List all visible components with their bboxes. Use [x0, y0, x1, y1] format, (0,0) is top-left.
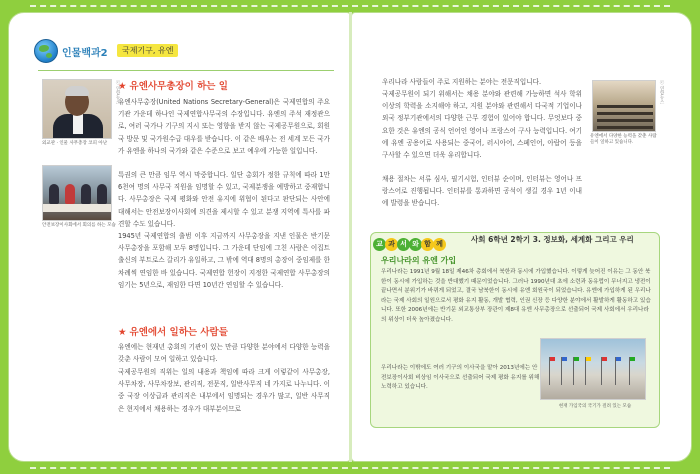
topic-tag: 국제기구, 유엔: [117, 44, 178, 57]
box-paragraph: 우리나라는 1991년 9월 18일 제46차 총회에서 북한과 동시에 가입했습니다. 이렇게 늦어진 이유는 그 동안 북한이 동시에 가입하는 것을 반대했기 때문이었습니다. 그러나 1990년대 초에 소련과 동유럽이 무너지고 냉전이 끝나면서 분위기가 바뀌게 되었고, 결국 남북한이 동시에 유엔 회원국이 되었습니다. 유엔에 가입하게 된 우리나라는 국제 사회의 일원으로서 평화 유지 활동, 개발 협력, 인권 신장 등 다양한 분야에서 활발하게 활동하고 있습니다. 또한 2006년에는 반기문 외교통상부 장관이 제8대 유엔 사무총장으로 선출되어 국제 사회에서 우리나라의 위상이 더욱 높아졌습니다.: [381, 269, 651, 323]
photo-credit: ⓒ 연합뉴스: [115, 80, 120, 104]
bottom-dashed-border: [30, 467, 670, 469]
portrait-photo: [42, 79, 112, 139]
textbook-reference: 사회 6학년 2학기 3. 정보화, 세계화 그리고 우리: [471, 235, 634, 244]
flags-photo: [540, 338, 646, 400]
globe-icon: [34, 39, 58, 63]
bubble-letter: 께: [433, 238, 446, 251]
assembly-caption: 유엔에서 다양한 능력을 갖춘 사람들이 일하고 있습니다.: [590, 134, 657, 145]
bubble-letter: 교: [373, 238, 386, 251]
meeting-caption: 안전보장이사회에서 회의를 하는 모습: [42, 223, 116, 228]
right-paragraph: 채용 절차는 서류 심사, 필기시험, 인터뷰 순이며, 인터뷰는 영어나 프랑스어로 진행됩니다. 인터뷰를 통과하면 공석이 생길 경우 1년 이내에 발령을 받습니다.: [382, 175, 582, 208]
section2-paragraph: 국제공무원의 직위는 일의 내용과 책임에 따라 크게 이렇같이 사무총장, 사무차장, 사무차장보, 관리직, 전문직, 일반사무직 네 가지로 나누니다. 이 중 국장 이상급과 관리직은 내부에서 임명되는 경우가 많고, 일반 사무직은 현지에서 채용하는 경우가 대부분이므로: [118, 368, 330, 413]
bubble-letter: 와: [409, 238, 422, 251]
bubble-letter: 서: [397, 238, 410, 251]
book-spine: [349, 12, 352, 462]
box-paragraph-2: 우리나라는 이밖에도 여러 기구의 이사국을 맡아 2013년에는 안전보장이사회 비상임 이사국으로 선출되어 국제 평화 유지를 위해 노력하고 있습니다.: [381, 365, 540, 391]
photo-credit: ⓒ 연합뉴스: [659, 80, 664, 104]
series-title: 인물백과2: [62, 48, 108, 59]
bubble-letter: 과: [385, 238, 398, 251]
bubble-letter: 함: [421, 238, 434, 251]
meeting-photo: [42, 165, 112, 221]
section2-paragraph: 유엔에는 현재년 총회의 기관이 있는 만큼 다양한 분야에서 다양한 능력을 갖춘 사람이 모여 일하고 있습니다.: [118, 343, 330, 364]
section1-paragraph: 유엔사무총장(United Nations Secretary-General)은 국제연합의 주요 기관 가운데 하나인 국제연합사무국의 수장입니다. 유엔의 주석 재정관으로, 여러 국가나 기구의 지시 또는 영향을 받지 않는 국제공무원으로, 회원국 방문 및 국가원수급 대우를 받습니다. 이 같은 배우는 전 세계 모든 국가가 유엔을 하나의 국가와 같은 수준으로 보고 예우에 가능한 일입니다.: [118, 98, 330, 155]
section1-heading: ★ 유엔사무총장이 하는 일: [118, 81, 228, 92]
flags-caption: 현재 가입국의 국기가 걸려 있는 모습: [558, 404, 632, 409]
section2-heading: ★ 유엔에서 일하는 사람들: [118, 327, 228, 338]
box-heading: 우리나라의 유엔 가입: [381, 256, 457, 265]
portrait-caption: 외교관 · 인물 사무총장 코피 아난: [42, 141, 108, 146]
header-divider: [38, 70, 334, 71]
assembly-photo: [592, 80, 656, 132]
top-dashed-border: [30, 5, 670, 7]
right-paragraph: 우리나라 사람들이 주로 지원하는 분야는 전문직입니다.: [382, 78, 542, 86]
section1-paragraph: 특권의 큰 만큼 임무 역시 막중합니다. 일단 총회가 정한 규칙에 따라 1만 6천여 명의 사무국 직원을 임명할 수 있고, 국제분쟁을 예방하고 중재합니다. 사무총장은 국제 평화와 안전 유지에 위협이 된다고 판단되는 사안에 대해서는 안전보장이사회에 의견을 제시할 수 있고 분쟁 지역에 특사를 파견할 수도 있습니다.: [118, 171, 330, 228]
right-paragraph: 국제공무원이 되기 위해서는 채용 분야와 관련해 가능하면 석사 학위 이상의 학력을 소지해야 하고, 지원 분야와 관련해서 다국적 기업이나 외국 정부기관에서의 다양한 근무 경험이 있어야 합니다. 무엇보다 중요한 것은 유엔의 공식 언어인 영어나 프랑스어 구사 능력입니다. 여기에 유엔 공용어로 사용되는 중국어, 러시아어, 스페인어, 아랍어 등을 구사할 수 있으면 더욱 유리합니다.: [382, 90, 582, 160]
box-title-bubbles: [373, 231, 445, 247]
section1-paragraph: 1945년 국제연합의 출범 이후 지금까지 사무총장을 지낸 인물은 반기문 사무총장을 포함해 모두 8명입니다. 그 가운데 단임에 그친 사람은 이집트 출신의 부트로스 갈리가 유일하고, 그 밖에 역대 8명의 총장이 중임제를 한 차례씩 연임한 바 있습니다. 국제연합 헌장이 지정한 국제연합 사무총장의 임기는 5년으로, 재임한 다면 10년간 연임할 수 있습니다.: [118, 232, 330, 289]
